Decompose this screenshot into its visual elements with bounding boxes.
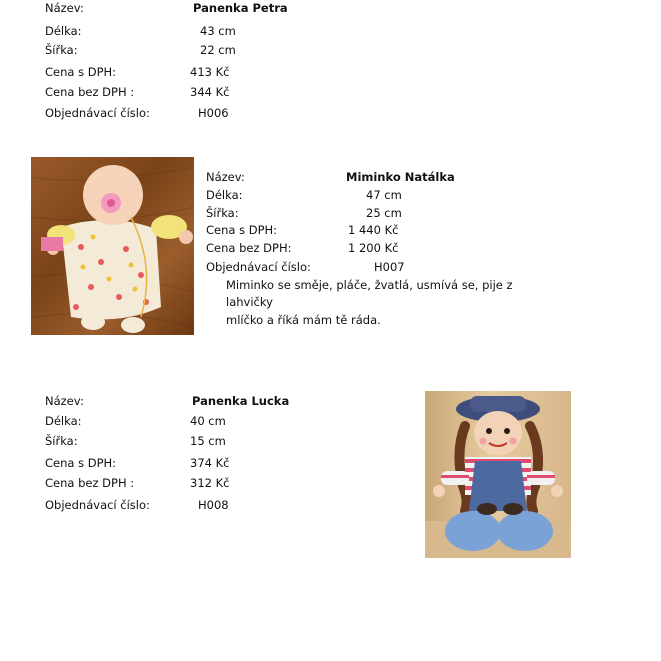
product-name: Panenka Lucka [192,394,290,408]
product-name: Miminko Natálka [346,170,455,184]
rag-doll-photo [425,391,571,558]
length-label: Délka: [45,414,82,428]
name-label: Název: [45,394,84,408]
baby-doll-image [31,157,194,335]
name-label: Název: [45,1,84,15]
price-vat-label: Cena s DPH: [206,223,278,237]
order-label: Objednávací číslo: [45,106,150,120]
width-value: 15 cm [190,434,226,448]
order-label: Objednávací číslo: [206,260,311,274]
price-novat-value: 312 Kč [190,476,230,490]
description-line: Miminko se směje, pláče, žvatlá, usmívá se, pije z [226,278,513,292]
price-novat-label: Cena bez DPH : [45,476,135,490]
price-novat-value: 344 Kč [190,85,230,99]
product-lucka [45,394,305,519]
product-name: Panenka Petra [193,1,288,15]
order-value: H008 [198,498,229,512]
order-value: H006 [198,106,229,120]
price-vat-value: 1 440 Kč [348,223,399,237]
width-label: Šířka: [45,43,78,57]
rag-doll-image [425,391,571,558]
width-label: Šířka: [206,206,239,220]
description-line: mlíčko a říká mám tě ráda. [226,313,381,327]
description-line: lahvičky [226,295,273,309]
product-natalka [206,170,576,340]
width-value: 22 cm [200,43,236,57]
width-label: Šířka: [45,434,78,448]
length-label: Délka: [45,24,82,38]
baby-doll-photo [31,157,194,335]
length-value: 47 cm [366,188,402,202]
name-label: Název: [206,170,245,184]
product-petra [45,1,305,121]
price-novat-value: 1 200 Kč [348,241,399,255]
length-value: 43 cm [200,24,236,38]
length-value: 40 cm [190,414,226,428]
length-label: Délka: [206,188,243,202]
price-vat-label: Cena s DPH: [45,456,117,470]
price-vat-value: 374 Kč [190,456,230,470]
order-value: H007 [374,260,405,274]
price-novat-label: Cena bez DPH: [206,241,292,255]
width-value: 25 cm [366,206,402,220]
price-novat-label: Cena bez DPH : [45,85,135,99]
order-label: Objednávací číslo: [45,498,150,512]
price-vat-label: Cena s DPH: [45,65,117,79]
price-vat-value: 413 Kč [190,65,230,79]
